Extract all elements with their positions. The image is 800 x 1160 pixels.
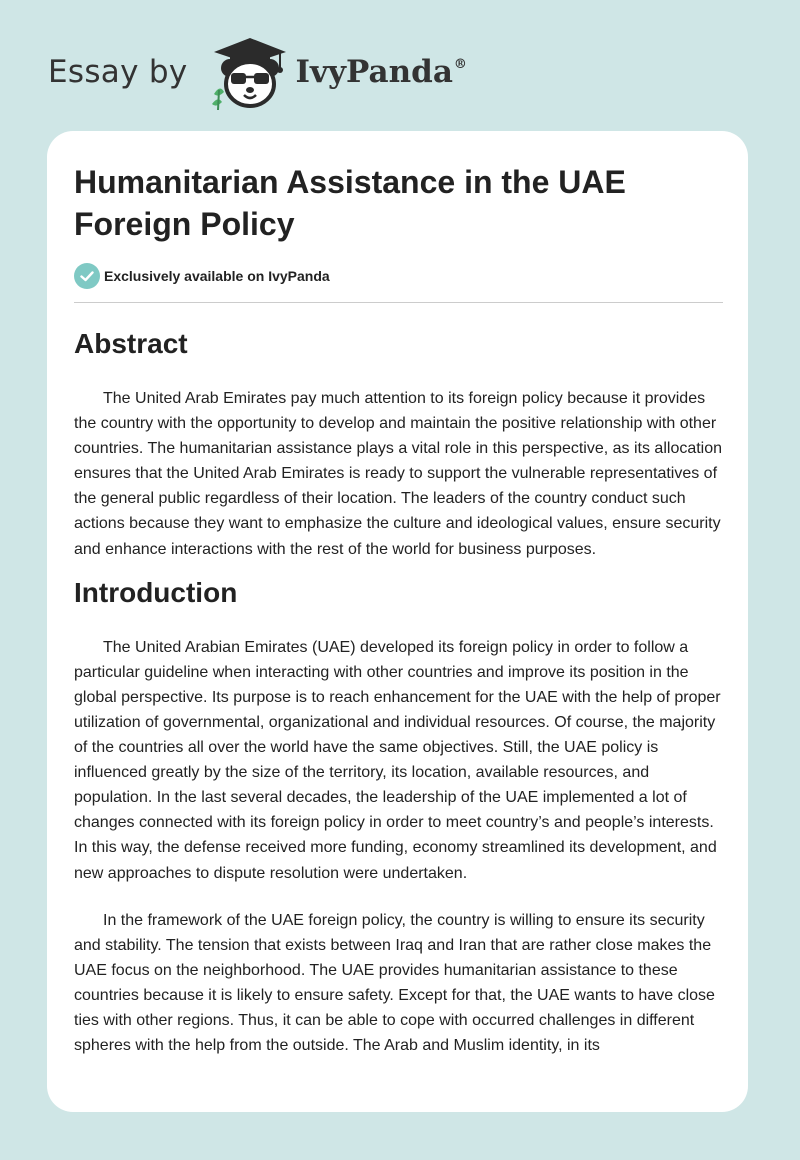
page-title: Humanitarian Assistance in the UAE Foreign Policy — [74, 164, 626, 242]
exclusive-label: Exclusively available on IvyPanda — [104, 268, 330, 284]
exclusive-badge — [74, 263, 724, 289]
essay-card — [47, 131, 748, 1112]
divider — [74, 302, 723, 303]
brand-name[interactable]: IvyPanda® — [295, 54, 467, 90]
check-icon — [74, 263, 100, 289]
abstract-paragraph: The United Arab Emirates pay much attention to its foreign policy because it provides the country with the opportunity to develop and maintain the positive relationship with other countries. The humanitarian assistance plays a vital role in this perspective, as its allocation ensures that the United Arab Emirates is ready to support the vulnerable representatives of the general public regardless of their location. The leaders of the country conduct such actions because they want to emphasize the culture and ideological values, ensure security and enhance interactions with the rest of the world for business purposes. — [74, 390, 723, 558]
essay-content — [74, 161, 724, 1058]
introduction-paragraph-1: The United Arabian Emirates (UAE) developed its foreign policy in order to follow a particular guideline when interacting with other countries and improve its position in the global perspective. Its purpose is to reach enhancement for the UAE with the help of proper utilization of governmental, organizational and individual resources. Of course, the majority of the countries all over the world have the same objectives. Still, the UAE policy is influenced greatly by the size of the territory, its location, available resources, and population. In the last several decades, the leadership of the UAE implemented a lot of changes connected with its foreign policy in order to meet country’s and people’s interests. In this way, the defense received more funding, economy streamlined its development, and new approaches to dispute resolution were undertaken. — [74, 638, 721, 882]
section-heading-abstract: Abstract — [74, 328, 188, 359]
panda-graduate-icon[interactable] — [206, 34, 292, 110]
registered-mark: ® — [453, 57, 467, 72]
site-header — [48, 32, 467, 112]
introduction-paragraph-2: In the framework of the UAE foreign policy, the country is willing to ensure its security and stability. The tension that exists between Iraq and Iran that are rather close makes the UAE focus on the neighborhood. The UAE provides humanitarian assistance to these countries because it is likely to ensure safety. Except for that, the UAE wants to have close ties with other regions. Thus, it can be able to cope with occurred challenges in different spheres with the help from the outside. The Arab and Muslim identity, in its — [74, 911, 715, 1055]
essay-by-label: Essay by — [48, 54, 188, 90]
section-heading-introduction: Introduction — [74, 576, 238, 608]
